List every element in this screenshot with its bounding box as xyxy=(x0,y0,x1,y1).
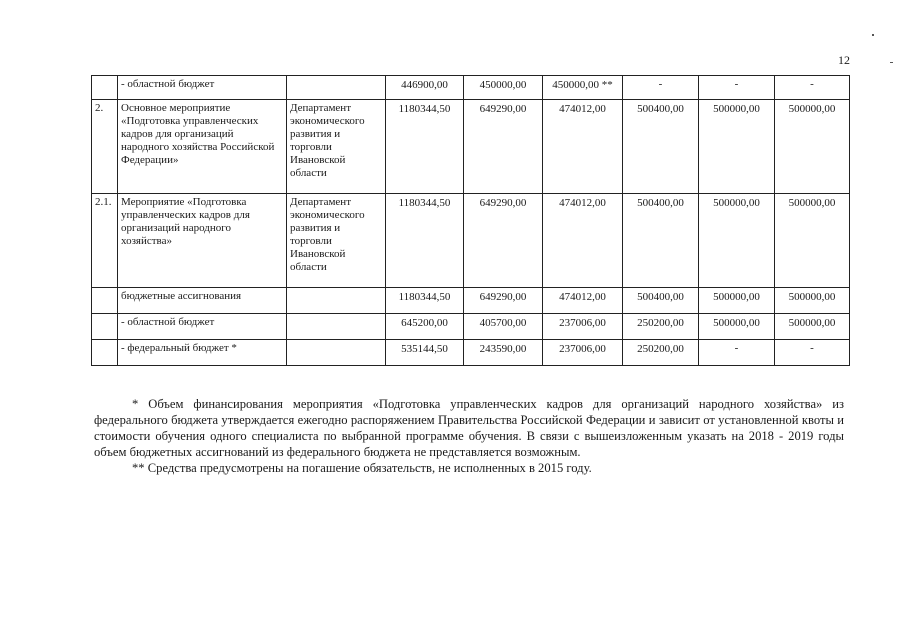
amount-cell: 250200,00 xyxy=(623,340,699,366)
amount-cell: 500400,00 xyxy=(623,288,699,314)
amount-cell: 649290,00 xyxy=(464,288,543,314)
row-number-cell xyxy=(92,340,118,366)
amount-cell: 649290,00 xyxy=(464,100,543,194)
amount-cell: 405700,00 xyxy=(464,314,543,340)
amount-cell: 1180344,50 xyxy=(386,194,464,288)
amount-cell: - xyxy=(699,340,775,366)
row-number-cell: 2.1. xyxy=(92,194,118,288)
amount-cell: 535144,50 xyxy=(386,340,464,366)
activity-name-cell: Основное мероприятие «Подготовка управленческих кадров для организаций народного хозяйства Российской Федерации» xyxy=(118,100,287,194)
activity-name-cell: - федеральный бюджет * xyxy=(118,340,287,366)
amount-cell: 243590,00 xyxy=(464,340,543,366)
amount-cell: 649290,00 xyxy=(464,194,543,288)
amount-cell: 500400,00 xyxy=(623,100,699,194)
budget-table xyxy=(91,75,850,366)
executor-cell xyxy=(287,340,386,366)
activity-name-cell: Мероприятие «Подготовка управленческих кадров для организаций народного хозяйства» xyxy=(118,194,287,288)
amount-cell: 1180344,50 xyxy=(386,288,464,314)
amount-cell: 500000,00 xyxy=(699,314,775,340)
activity-name-cell: - областной бюджет xyxy=(118,76,287,100)
amount-cell: 500000,00 xyxy=(775,314,850,340)
scan-speck xyxy=(890,62,893,63)
amount-cell: - xyxy=(623,76,699,100)
footnote-1: * Объем финансирования мероприятия «Подготовка управленческих кадров для организаций народного хозяйства» из федерального бюджета утверждается ежегодно распоряжением Правительства Российской Федерации и зависит от установленной квоты и стоимости обучения одного специалиста по выбранной программе обучения. В связи с вышеизложенным указать на 2018 - 2019 годы объем бюджетных ассигнований из федерального бюджета не представляется возможным. xyxy=(94,397,844,459)
amount-cell: 474012,00 xyxy=(543,100,623,194)
scan-speck xyxy=(872,34,874,36)
amount-cell: 450000,00 xyxy=(464,76,543,100)
footnotes xyxy=(94,396,844,476)
table-row xyxy=(92,100,850,194)
table-row xyxy=(92,314,850,340)
table-row xyxy=(92,288,850,314)
activity-name-cell: бюджетные ассигнования xyxy=(118,288,287,314)
amount-cell: 500000,00 xyxy=(699,194,775,288)
footnote-2: ** Средства предусмотрены на погашение обязательств, не исполненных в 2015 году. xyxy=(132,461,592,475)
amount-cell: - xyxy=(699,76,775,100)
amount-cell: 500400,00 xyxy=(623,194,699,288)
executor-cell: Департамент экономического развития и торговли Ивановской области xyxy=(287,100,386,194)
amount-cell: 500000,00 xyxy=(775,100,850,194)
executor-cell xyxy=(287,76,386,100)
amount-cell: 250200,00 xyxy=(623,314,699,340)
row-number-cell xyxy=(92,76,118,100)
amount-cell: 645200,00 xyxy=(386,314,464,340)
table-row xyxy=(92,76,850,100)
amount-cell: 1180344,50 xyxy=(386,100,464,194)
amount-cell: - xyxy=(775,76,850,100)
amount-cell: 237006,00 xyxy=(543,314,623,340)
amount-cell: 474012,00 xyxy=(543,194,623,288)
amount-cell: 500000,00 xyxy=(699,288,775,314)
amount-cell: 500000,00 xyxy=(775,194,850,288)
amount-cell: 500000,00 xyxy=(699,100,775,194)
row-number-cell xyxy=(92,288,118,314)
table-row xyxy=(92,340,850,366)
amount-cell: 446900,00 xyxy=(386,76,464,100)
amount-cell: 450000,00 ** xyxy=(543,76,623,100)
executor-cell xyxy=(287,288,386,314)
row-number-cell xyxy=(92,314,118,340)
page-number: 12 xyxy=(838,53,850,67)
amount-cell: 474012,00 xyxy=(543,288,623,314)
row-number-cell: 2. xyxy=(92,100,118,194)
amount-cell: - xyxy=(775,340,850,366)
table-row xyxy=(92,194,850,288)
amount-cell: 237006,00 xyxy=(543,340,623,366)
activity-name-cell: - областной бюджет xyxy=(118,314,287,340)
executor-cell xyxy=(287,314,386,340)
executor-cell: Департамент экономического развития и торговли Ивановской области xyxy=(287,194,386,288)
amount-cell: 500000,00 xyxy=(775,288,850,314)
